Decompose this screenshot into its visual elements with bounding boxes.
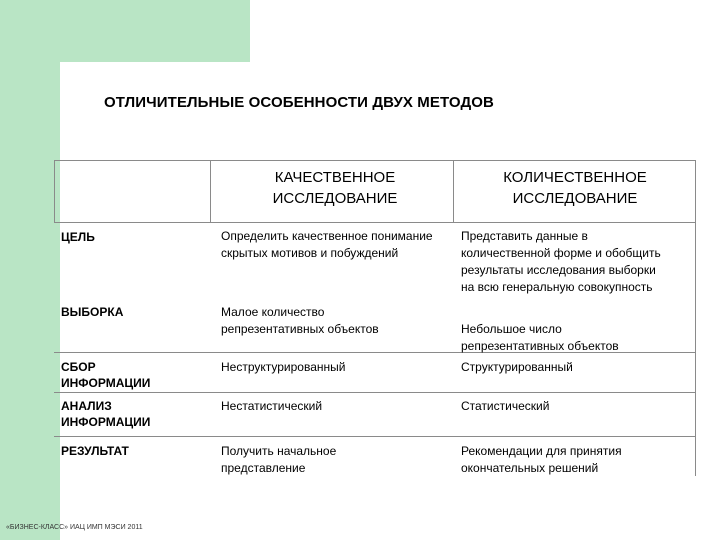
cell-goal-qualitative: Определить качественное понимание скрытых мотивов и побуждений	[221, 229, 433, 260]
slide-title: ОТЛИЧИТЕЛЬНЫЕ ОСОБЕННОСТИ ДВУХ МЕТОДОВ	[104, 94, 494, 111]
table-border-left	[54, 160, 55, 222]
row-label-sample: ВЫБОРКА	[61, 305, 124, 319]
row-label-goal: ЦЕЛЬ	[61, 230, 95, 244]
table-row-divider	[54, 436, 696, 437]
table-border-top	[54, 160, 696, 161]
cell-analysis-quantitative: Статистический	[461, 399, 550, 413]
footer-credit: «БИЗНЕС-КЛАСС» ИАЦ ИМП МЭСИ 2011	[6, 524, 143, 531]
table-row-divider	[54, 392, 696, 393]
header-qualitative: КАЧЕСТВЕННОЕ ИССЛЕДОВАНИЕ	[272, 169, 398, 207]
row-label-analysis: АНАЛИЗ ИНФОРМАЦИИ	[61, 399, 151, 429]
cell-goal-quantitative: Представить данные в количественной форме и обобщить результаты исследования выборки на всю генеральную совокупность	[461, 229, 661, 294]
table-column-divider	[210, 160, 211, 222]
cell-result-qualitative: Получить начальное представление	[221, 444, 337, 475]
cell-collection-qualitative: Неструктурированный	[221, 360, 346, 374]
header-quantitative: КОЛИЧЕСТВЕННОЕ ИССЛЕДОВАНИЕ	[503, 169, 647, 207]
table-border-right	[695, 160, 696, 476]
cell-sample-qualitative: Малое количество репрезентативных объектов	[221, 305, 379, 336]
table-column-divider	[453, 160, 454, 222]
row-label-collection: СБОР ИНФОРМАЦИИ	[61, 360, 151, 390]
cell-analysis-qualitative: Нестатистический	[221, 399, 323, 413]
cell-collection-quantitative: Структурированный	[461, 360, 573, 374]
green-decor-left	[0, 0, 60, 540]
row-label-result: РЕЗУЛЬТАТ	[61, 444, 129, 458]
cell-result-quantitative: Рекомендации для принятия окончательных решений	[461, 444, 622, 475]
cell-sample-quantitative: Небольшое число репрезентативных объектов	[461, 322, 619, 353]
table-header-divider	[54, 222, 696, 223]
